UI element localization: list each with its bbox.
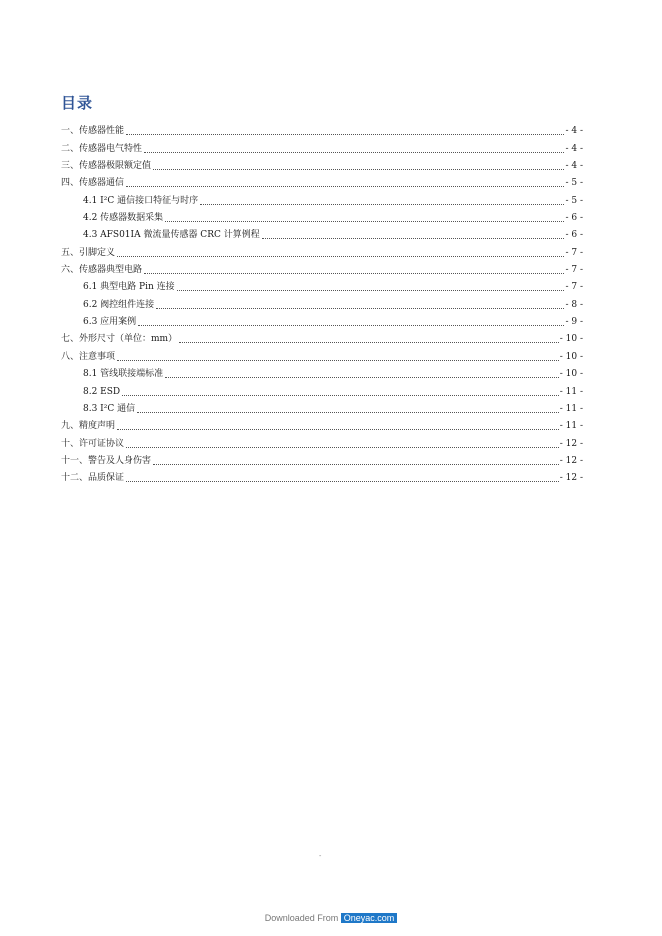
toc-dot-leader <box>126 481 559 482</box>
toc-entry[interactable] <box>61 241 583 258</box>
toc-entry-label: 8.2 ESD <box>83 386 121 397</box>
toc-entry-label: 十一、警告及人身伤害 <box>61 455 152 466</box>
page-center-mark: - <box>319 852 322 860</box>
toc-entry[interactable] <box>61 155 583 172</box>
toc-entry-label: 三、传感器极限额定值 <box>61 161 152 172</box>
toc-entry-page: - 4 - <box>565 126 583 137</box>
toc-entry-label: 6.1 典型电路 Pin 连接 <box>83 282 175 293</box>
toc-dot-leader <box>165 221 564 222</box>
toc-entry-page: - 8 - <box>565 299 583 310</box>
toc-entry[interactable] <box>61 363 583 380</box>
toc-entry-page: - 11 - <box>559 421 583 432</box>
toc-dot-leader <box>156 308 564 309</box>
toc-entry-label: 4.3 AFS01IA 微流量传感器 CRC 计算例程 <box>83 230 260 241</box>
toc-dot-leader <box>262 238 565 239</box>
toc-dot-leader <box>200 204 564 205</box>
toc-entry[interactable] <box>61 259 583 276</box>
toc-entry-label: 十、许可证协议 <box>61 438 125 449</box>
toc-entry[interactable] <box>61 345 583 362</box>
toc-entry-label: 六、传感器典型电路 <box>61 265 143 276</box>
footer-site-link[interactable]: Oneyac.com <box>341 913 398 923</box>
toc-entry-page: - 12 - <box>559 438 583 449</box>
toc-dot-leader <box>122 395 559 396</box>
toc-entry[interactable] <box>61 207 583 224</box>
table-of-contents <box>61 120 583 484</box>
toc-dot-leader <box>117 360 559 361</box>
toc-entry[interactable] <box>61 172 583 189</box>
toc-entry[interactable] <box>61 328 583 345</box>
toc-dot-leader <box>179 342 559 343</box>
toc-entry-label: 8.3 I²C 通信 <box>83 403 136 414</box>
toc-entry-label: 6.3 应用案例 <box>83 317 137 328</box>
toc-dot-leader <box>144 273 564 274</box>
toc-entry-label: 6.2 阀控组件连接 <box>83 299 155 310</box>
toc-entry-page: - 11 - <box>559 403 583 414</box>
toc-entry-label: 二、传感器电气特性 <box>61 143 143 154</box>
toc-entry-page: - 5 - <box>565 178 583 189</box>
toc-entry-page: - 7 - <box>565 282 583 293</box>
toc-entry[interactable] <box>61 137 583 154</box>
toc-entry-page: - 12 - <box>559 455 583 466</box>
toc-entry[interactable] <box>61 189 583 206</box>
download-footer <box>0 913 662 923</box>
toc-entry-page: - 4 - <box>565 143 583 154</box>
toc-dot-leader <box>117 429 559 430</box>
footer-prefix: Downloaded From <box>264 913 341 923</box>
toc-entry-label: 十二、品质保证 <box>61 473 125 484</box>
toc-entry-label: 8.1 管线联接端标准 <box>83 369 164 380</box>
toc-entry-page: - 10 - <box>559 369 583 380</box>
toc-entry-label: 四、传感器通信 <box>61 178 125 189</box>
toc-entry-label: 七、外形尺寸（单位：mm） <box>61 334 178 345</box>
toc-entry-label: 五、引脚定义 <box>61 247 116 258</box>
toc-entry-page: - 6 - <box>565 213 583 224</box>
toc-entry-page: - 4 - <box>565 161 583 172</box>
toc-dot-leader <box>138 325 564 326</box>
toc-entry[interactable] <box>61 120 583 137</box>
toc-entry-page: - 6 - <box>565 230 583 241</box>
toc-entry-page: - 10 - <box>559 351 583 362</box>
toc-entry-label: 九、精度声明 <box>61 421 116 432</box>
toc-dot-leader <box>117 256 564 257</box>
toc-dot-leader <box>165 377 559 378</box>
toc-entry-label: 一、传感器性能 <box>61 126 125 137</box>
toc-entry-page: - 7 - <box>565 265 583 276</box>
toc-entry[interactable] <box>61 293 583 310</box>
toc-entry[interactable] <box>61 398 583 415</box>
toc-entry-label: 4.2 传感器数据采集 <box>83 213 164 224</box>
toc-entry-page: - 5 - <box>565 195 583 206</box>
toc-title: 目录 <box>61 94 94 112</box>
toc-dot-leader <box>126 447 559 448</box>
toc-entry-page: - 11 - <box>559 386 583 397</box>
toc-entry[interactable] <box>61 450 583 467</box>
toc-dot-leader <box>137 412 559 413</box>
toc-entry[interactable] <box>61 224 583 241</box>
toc-entry[interactable] <box>61 467 583 484</box>
toc-entry[interactable] <box>61 432 583 449</box>
toc-entry-page: - 9 - <box>565 317 583 328</box>
toc-entry[interactable] <box>61 380 583 397</box>
toc-entry-label: 八、注意事项 <box>61 351 116 362</box>
toc-dot-leader <box>177 290 565 291</box>
toc-dot-leader <box>153 169 564 170</box>
toc-dot-leader <box>144 152 564 153</box>
toc-entry-label: 4.1 I²C 通信接口特征与时序 <box>83 195 199 206</box>
toc-entry[interactable] <box>61 415 583 432</box>
toc-entry[interactable] <box>61 311 583 328</box>
toc-dot-leader <box>126 134 564 135</box>
toc-entry-page: - 12 - <box>559 473 583 484</box>
toc-entry[interactable] <box>61 276 583 293</box>
toc-entry-page: - 7 - <box>565 247 583 258</box>
toc-dot-leader <box>153 464 559 465</box>
toc-entry-page: - 10 - <box>559 334 583 345</box>
toc-dot-leader <box>126 186 564 187</box>
